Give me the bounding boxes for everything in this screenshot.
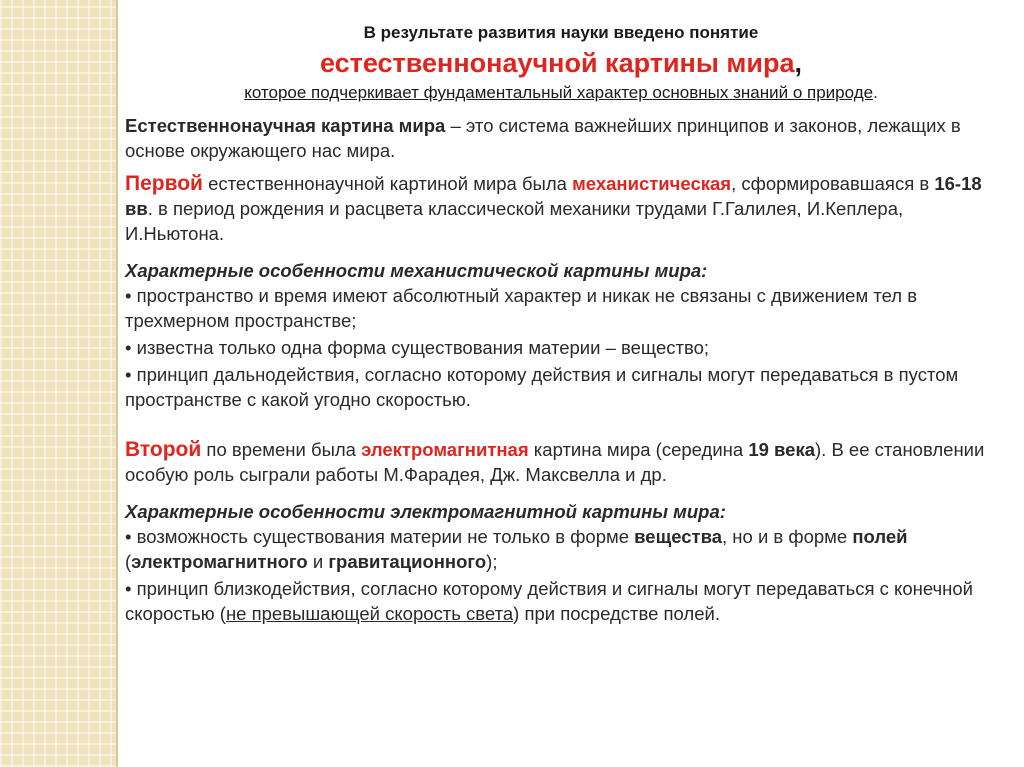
em-feature-1-b: вещества	[634, 526, 723, 547]
mech-feature-2: • известна только одна форма существования материи – вещество;	[125, 337, 710, 358]
definition-text: – это система важнейших принципов и законов, лежащих в основе окружающего нас мира.	[125, 115, 961, 161]
em-feature-2-b: не превышающей скорость света	[225, 603, 514, 624]
em-feature-1-c: , но и в форме	[722, 526, 853, 547]
first-text-3: . в период рождения и расцвета классической механики трудами Г.Галилея, И.Кеплера, И.Ньютона.	[125, 198, 904, 244]
title-term: естественнонаучной картины мира	[319, 48, 795, 78]
em-feature-1-e: (	[125, 551, 132, 572]
definition-paragraph	[125, 113, 1005, 163]
second-lead: Второй	[125, 438, 202, 461]
second-text-1: по времени была	[201, 439, 362, 460]
first-highlight: механистическая	[572, 173, 732, 194]
definition-term: Естественнонаучная картина мира	[125, 115, 446, 136]
em-features-heading: Характерные особенности электромагнитной картины мира:	[125, 501, 726, 522]
first-period: 16-18 вв	[125, 173, 982, 219]
em-feature-2	[125, 576, 1005, 626]
decorative-divider	[116, 0, 118, 767]
mech-feature-3: • принцип дальнодействия, согласно которому действия и сигналы могут передаваться в пустом пространстве с какой угодно скоростью.	[125, 364, 959, 410]
mech-features-heading: Характерные особенности механистической картины мира:	[125, 260, 708, 281]
second-picture-paragraph	[125, 437, 1005, 487]
second-century: 19 века	[748, 439, 816, 460]
em-feature-1-g: и	[307, 551, 329, 572]
slide-content	[125, 22, 1005, 626]
em-feature-1-i: );	[486, 551, 498, 572]
title-comma: ,	[794, 48, 803, 78]
em-feature-1-f: электромагнитного	[131, 551, 308, 572]
title-line-1: В результате развития науки введено понятие	[363, 23, 759, 42]
title-line-2	[125, 46, 997, 80]
em-feature-1	[125, 524, 1005, 574]
first-text-1: естественнонаучной картиной мира была	[202, 173, 573, 194]
title-subtext: которое подчеркивает фундаментальный характер основных знаний о природе	[244, 83, 874, 102]
em-feature-1-a: • возможность существования материи не только в форме	[125, 526, 635, 547]
slide-header	[125, 22, 997, 104]
decorative-left-strip	[0, 0, 116, 767]
first-lead: Первой	[125, 172, 203, 195]
second-text-2: картина мира (середина	[528, 439, 749, 460]
em-feature-2-c: ) при посредстве полей.	[513, 603, 720, 624]
first-picture-paragraph	[125, 171, 1005, 246]
mech-feature-1: • пространство и время имеют абсолютный характер и никак не связаны с движением тел в трехмерном пространстве;	[125, 285, 918, 331]
title-line-3	[125, 82, 997, 104]
second-text-3: ). В ее становлении особую роль сыграли работы М.Фарадея, Дж. Максвелла и др.	[125, 439, 985, 485]
em-feature-1-h: гравитационного	[328, 551, 487, 572]
em-feature-1-d: полей	[852, 526, 908, 547]
second-highlight: электромагнитная	[361, 439, 529, 460]
em-feature-2-a: • принцип близкодействия, согласно которому действия и сигналы могут передаваться с конечной скоростью (	[125, 578, 973, 624]
title-period: .	[873, 83, 878, 102]
first-text-2: , сформировавшаяся в	[731, 173, 935, 194]
